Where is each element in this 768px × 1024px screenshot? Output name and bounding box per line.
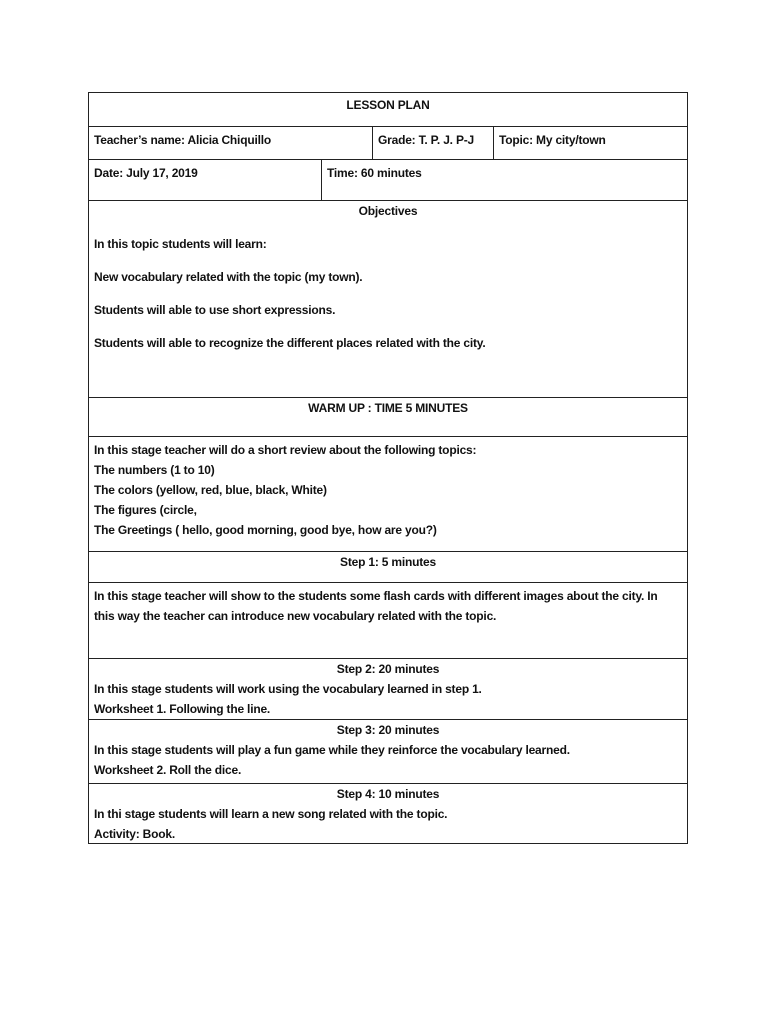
grade: Grade: T. P. J. P-J: [372, 127, 493, 159]
warmup-line: The colors (yellow, red, blue, black, White): [94, 483, 327, 497]
warmup-section: [89, 436, 687, 551]
step1-heading: Step 1: 5 minutes: [340, 555, 436, 569]
step4-line: Activity: Book.: [94, 827, 176, 841]
step1-line: this way the teacher can introduce new vocabulary related with the topic.: [94, 609, 497, 623]
warmup-line: The Greetings ( hello, good morning, good bye, how are you?): [94, 523, 437, 537]
objective-line: In this topic students will learn:: [94, 237, 267, 251]
time: Time: 60 minutes: [321, 160, 687, 200]
step3-section: [89, 719, 687, 783]
warmup-line: In this stage teacher will do a short review about the following topics:: [94, 443, 477, 457]
objectives-section: [89, 200, 687, 397]
step4-section: [89, 783, 687, 843]
step1-line: In this stage teacher will show to the students some flash cards with different images about the city. In: [94, 589, 658, 603]
warmup-line: The numbers (1 to 10): [94, 463, 215, 477]
warmup-line: The figures (circle,: [94, 503, 197, 517]
topic: Topic: My city/town: [493, 127, 687, 159]
objective-line: Students will able to use short expressions.: [94, 303, 336, 317]
step2-line: Worksheet 1. Following the line.: [94, 702, 271, 716]
step3-line: Worksheet 2. Roll the dice.: [94, 763, 242, 777]
step1-heading-row: [89, 551, 687, 582]
step3-line: In this stage students will play a fun game while they reinforce the vocabulary learned.: [94, 743, 570, 757]
step4-heading: Step 4: 10 minutes: [336, 787, 440, 801]
warmup-heading: WARM UP : TIME 5 MINUTES: [308, 401, 468, 415]
step2-line: In this stage students will work using the vocabulary learned in step 1.: [94, 682, 482, 696]
step3-heading: Step 3: 20 minutes: [336, 723, 440, 737]
date: Date: July 17, 2019: [94, 166, 198, 180]
teacher-name: Teacher’s name: Alicia Chiquillo: [94, 133, 271, 147]
lesson-plan-title: LESSON PLAN: [346, 98, 430, 112]
step4-line: In thi stage students will learn a new song related with the topic.: [94, 807, 448, 821]
step2-section: [89, 658, 687, 719]
date-row: [89, 159, 687, 200]
title-row: [89, 93, 687, 126]
objective-line: Students will able to recognize the different places related with the city.: [94, 336, 486, 350]
step1-section: [89, 582, 687, 658]
objective-line: New vocabulary related with the topic (my town).: [94, 270, 363, 284]
teacher-row: [89, 126, 687, 159]
warmup-heading-row: [89, 397, 687, 436]
lesson-plan-table: [88, 92, 688, 844]
step2-heading: Step 2: 20 minutes: [336, 662, 440, 676]
objectives-heading: Objectives: [358, 204, 418, 218]
